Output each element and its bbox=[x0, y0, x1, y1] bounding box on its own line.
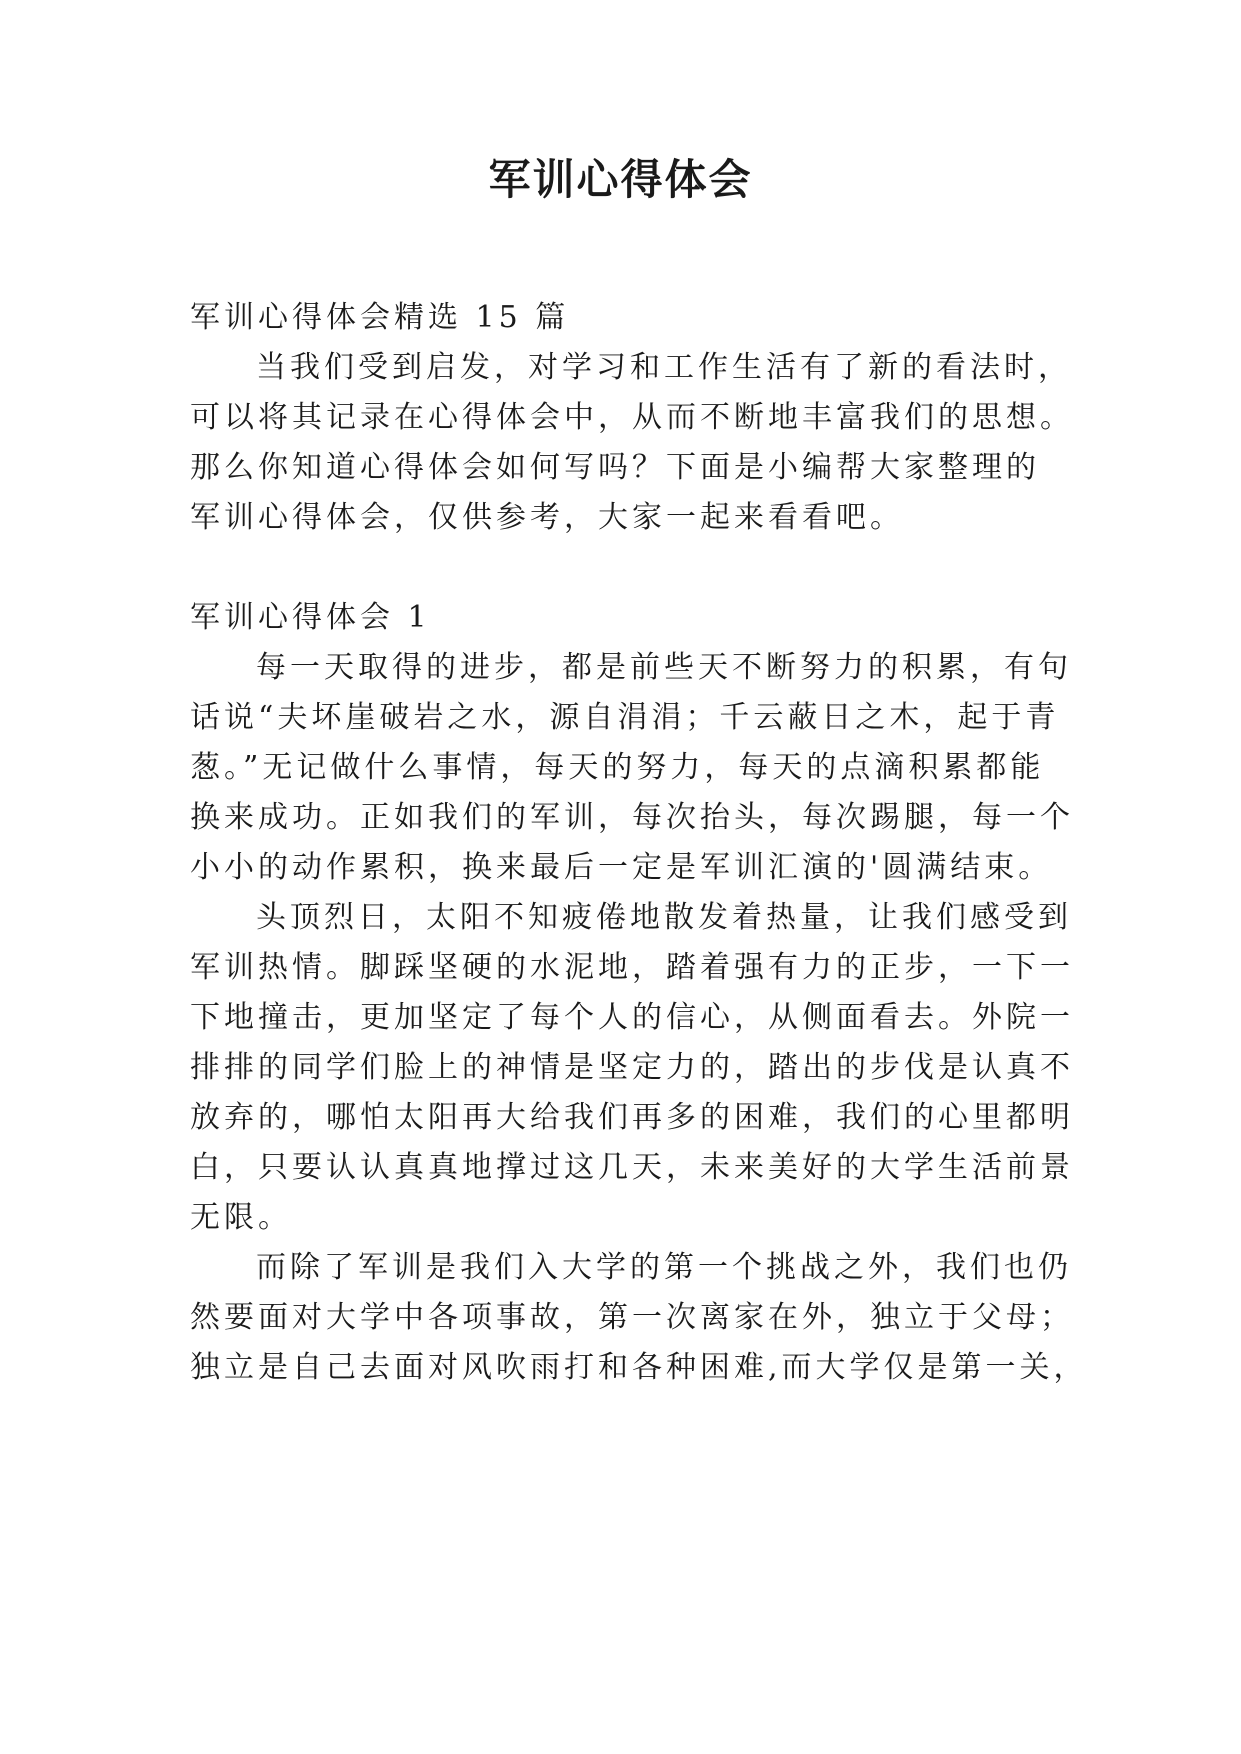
paragraph-line: 然要面对大学中各项事故，第一次离家在外，独立于父母； bbox=[190, 1300, 1074, 1335]
intro-paragraph bbox=[190, 343, 1074, 543]
paragraph-line: 放弃的，哪怕太阳再大给我们再多的困难，我们的心里都明 bbox=[190, 1100, 1074, 1135]
paragraph-line: 白，只要认认真真地撑过这几天，未来美好的大学生活前景 bbox=[190, 1150, 1074, 1185]
paragraph-line: 无限。 bbox=[190, 1200, 292, 1235]
paragraph-line: 换来成功。正如我们的军训，每次抬头，每次踢腿，每一个 bbox=[190, 800, 1074, 835]
intro-line: 那么你知道心得体会如何写吗？下面是小编帮大家整理的 bbox=[190, 450, 1040, 485]
paragraph-line: 话说“夫坏崖破岩之水，源自涓涓；千云蔽日之木，起于青 bbox=[190, 700, 1060, 735]
paragraph-line: 排排的同学们脸上的神情是坚定力的，踏出的步伐是认真不 bbox=[190, 1050, 1074, 1085]
paragraph-line: 小小的动作累积，换来最后一定是军训汇演的'圆满结束。 bbox=[190, 850, 1053, 885]
section-heading: 军训心得体会 1 bbox=[190, 600, 431, 635]
intro-line: 军训心得体会，仅供参考，大家一起来看看吧。 bbox=[190, 500, 904, 535]
paragraph-line: 下地撞击，更加坚定了每个人的信心，从侧面看去。外院一 bbox=[190, 1000, 1074, 1035]
blank-line bbox=[190, 543, 1050, 593]
paragraph-2 bbox=[190, 893, 1074, 1243]
intro-line: 当我们受到启发，对学习和工作生活有了新的看法时， bbox=[256, 350, 1072, 385]
paragraph-line: 头顶烈日，太阳不知疲倦地散发着热量，让我们感受到 bbox=[256, 900, 1072, 935]
paragraph-line: 独立是自己去面对风吹雨打和各种困难,而大学仅是第一关， bbox=[190, 1350, 1088, 1385]
paragraph-3 bbox=[190, 1243, 1088, 1393]
document-body bbox=[190, 293, 1088, 1393]
subtitle: 军训心得体会精选 15 篇 bbox=[190, 300, 570, 335]
paragraph-line: 军训热情。脚踩坚硬的水泥地，踏着强有力的正步，一下一 bbox=[190, 950, 1074, 985]
paragraph-line: 而除了军训是我们入大学的第一个挑战之外，我们也仍 bbox=[256, 1250, 1072, 1285]
document-title: 军训心得体会 bbox=[488, 155, 753, 204]
paragraph-1 bbox=[190, 643, 1074, 893]
paragraph-line: 每一天取得的进步，都是前些天不断努力的积累，有句 bbox=[256, 650, 1072, 685]
intro-line: 可以将其记录在心得体会中，从而不断地丰富我们的思想。 bbox=[190, 400, 1074, 435]
paragraph-line: 葱。”无记做什么事情，每天的努力，每天的点滴积累都能 bbox=[190, 750, 1045, 785]
